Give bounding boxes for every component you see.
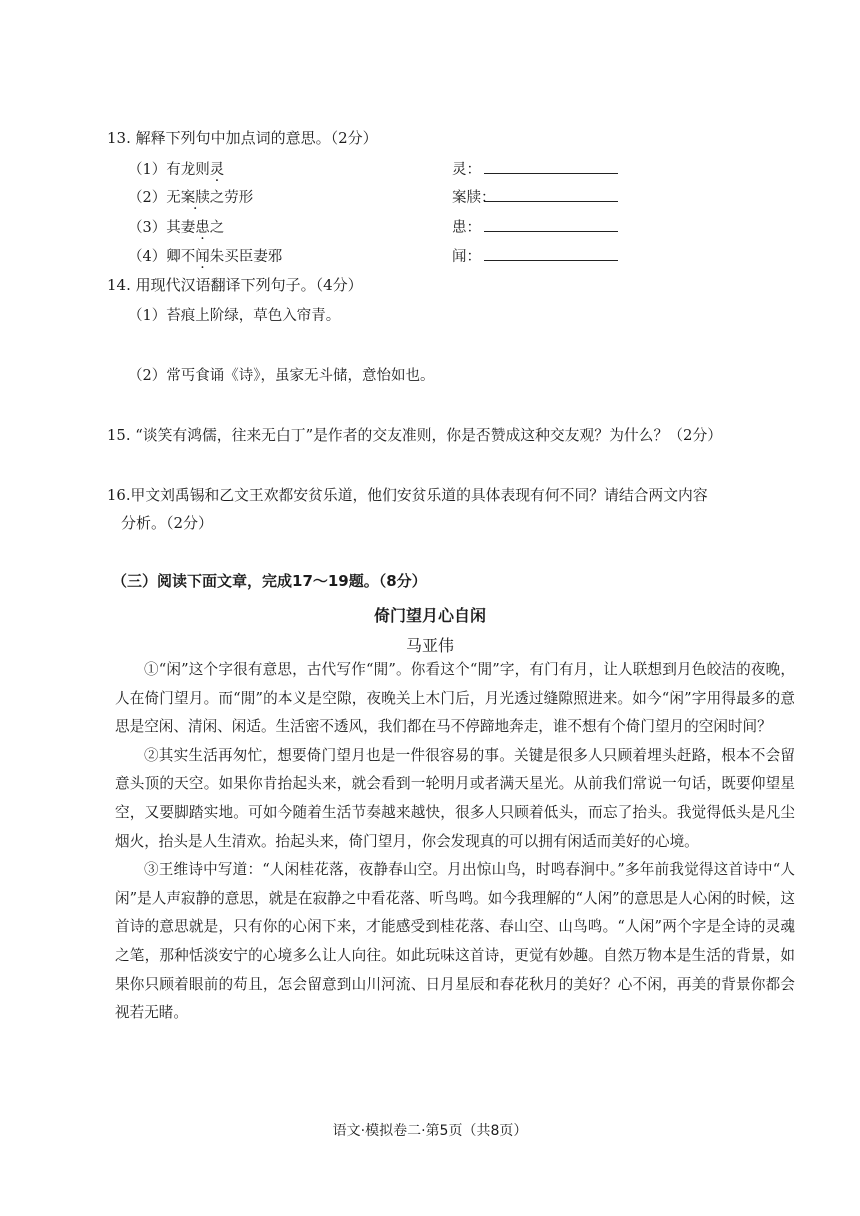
- q13-item-1: （1）有龙则灵: [128, 162, 225, 178]
- article-paragraph-2: ②其实生活再匆忙，想要倚门望月也是一件很容易的事。关键是很多人只顾着埋头赶路，根本不会留意头顶的天空。如果你肯抬起头来，就会看到一轮明月或者满天星光。从前我们常说一句话，既要仰望星空，又要脚踏实地。可如今随着生活节奏越来越快，很多人只顾着低头，而忘了抬头。我觉得低头是凡尘烟火，抬头是人生清欢。抬起头来，倚门望月，你会发现真的可以拥有闲适而美好的心境。: [115, 746, 795, 850]
- q13-answer-blank-4[interactable]: [484, 260, 618, 261]
- article-paragraph-3: ③王维诗中写道：“人闲桂花落，夜静春山空。月出惊山鸟，时鸣春涧中。”多年前我觉得这首诗中“人闲”是人声寂静的意思，就是在寂静之中看花落、听鸟鸣。如今我理解的“人闲”的意思是人心闲的时候，这首诗的意思就是，只有你的心闲下来，才能感受到桂花落、春山空、山鸟鸣。“人闲”两个字是全诗的灵魂之笔，那种恬淡安宁的心境多么让人向往。如此玩味这首诗，更觉有妙趣。自然万物本是生活的背景，如果你只顾着眼前的苟且，怎会留意到山川河流、日月星辰和春花秋月的美好？心不闲，再美的背景你都会视若无睹。: [115, 861, 795, 1022]
- article-body: [115, 656, 795, 1028]
- q14-item-2: （2）常丐食诵《诗》，虽家无斗储，意怡如也。: [128, 368, 435, 384]
- q13-label-3: 患：: [452, 220, 481, 236]
- q14-heading: 14. 用现代汉语翻译下列句子。（4分）: [107, 276, 363, 294]
- article-paragraph-1: ①“闲”这个字很有意思，古代写作“閒”。你看这个“閒”字，有门有月，让人联想到月色皎洁的夜晚，人在倚门望月。而“閒”的本义是空隙，夜晚关上木门后，月光透过缝隙照进来。如今“闲”字用得最多的意思是空闲、清闲、闲适。生活密不透风，我们都在马不停蹄地奔走，谁不想有个倚门望月的空闲时间？: [115, 661, 795, 736]
- q13-item-2: （2）无案牍之劳形: [128, 190, 254, 206]
- q15-heading: 15. “谈笑有鸿儒，往来无白丁”是作者的交友准则，你是否赞成这种交友观？为什么？（2分）: [107, 427, 723, 444]
- q13-answer-blank-2[interactable]: [484, 201, 618, 202]
- q13-label-1: 灵：: [452, 162, 481, 178]
- q13-answer-blank-1[interactable]: [484, 173, 618, 174]
- q13-item-3: （3）其妻患之: [128, 220, 225, 236]
- q13-heading: 13. 解释下列句中加点词的意思。（2分）: [107, 129, 378, 147]
- q14-item-1: （1）苔痕上阶绿，草色入帘青。: [128, 308, 341, 324]
- article-title: 倚门望月心自闲: [373, 606, 486, 625]
- q13-item-4: （4）卿不闻朱买臣妻邪: [128, 249, 283, 265]
- article-author: 马亚伟: [405, 636, 454, 655]
- q16-line1: 16.甲文刘禹锡和乙文王欢都安贫乐道，他们安贫乐道的具体表现有何不同？请结合两文内容: [107, 487, 708, 504]
- q13-label-2: 案牍：: [452, 190, 496, 206]
- page-footer: 语文·模拟卷二·第5页（共8页）: [332, 1123, 528, 1139]
- q16-line2: 分析。（2分）: [121, 514, 214, 532]
- section3-heading: （三）阅读下面文章，完成17～19题。（8分）: [112, 572, 427, 590]
- q13-label-4: 闻：: [452, 249, 481, 265]
- q13-answer-blank-3[interactable]: [484, 231, 618, 232]
